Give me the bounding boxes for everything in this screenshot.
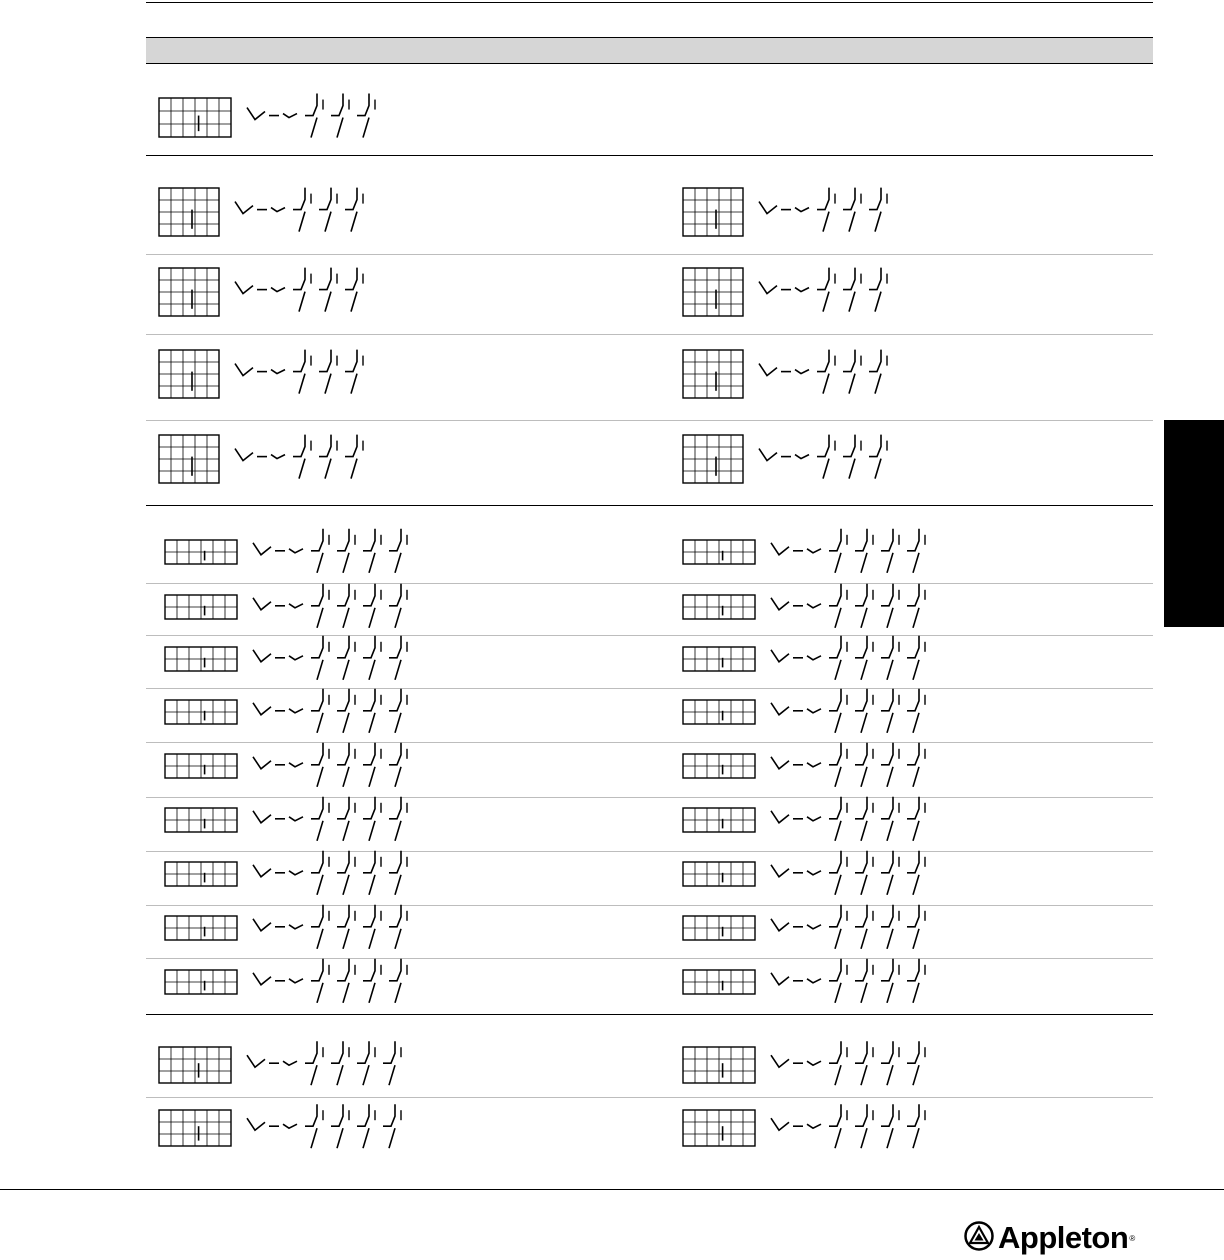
switch-diagram xyxy=(683,435,983,495)
switch-diagram xyxy=(683,916,983,976)
switch-diagram xyxy=(165,754,465,814)
switch-diagram xyxy=(683,808,983,868)
switch-diagram xyxy=(159,268,459,328)
triangle-in-circle-logo-icon xyxy=(964,1221,994,1256)
switch-diagram xyxy=(683,1047,983,1107)
switch-diagram xyxy=(165,647,465,707)
row-divider xyxy=(146,254,1153,255)
switch-diagram xyxy=(165,916,465,976)
switch-diagram xyxy=(683,700,983,760)
switch-diagram xyxy=(165,808,465,868)
switch-diagram xyxy=(165,970,465,1030)
footer-rule xyxy=(0,1189,1224,1190)
switch-diagram xyxy=(683,647,983,707)
switch-diagram xyxy=(159,350,459,410)
switch-diagram xyxy=(683,268,983,328)
switch-diagram xyxy=(165,540,465,600)
switch-diagram xyxy=(165,862,465,922)
brand-name: Appleton xyxy=(998,1220,1129,1255)
switch-diagram xyxy=(165,700,465,760)
switch-diagram xyxy=(159,188,459,248)
switch-diagram xyxy=(683,350,983,410)
switch-diagram xyxy=(683,1110,983,1170)
switch-diagram xyxy=(159,435,459,495)
switch-diagram xyxy=(683,754,983,814)
row-divider xyxy=(146,505,1153,506)
registered-mark: ® xyxy=(1129,1233,1136,1243)
switch-diagram xyxy=(683,188,983,248)
switch-diagram xyxy=(683,540,983,600)
section-tab xyxy=(1164,420,1224,627)
switch-diagram xyxy=(683,970,983,1030)
top-rule xyxy=(146,2,1153,3)
brand-logo xyxy=(964,1218,1135,1258)
switch-diagram xyxy=(159,98,459,158)
switch-diagram xyxy=(159,1110,459,1170)
row-divider xyxy=(146,420,1153,421)
switch-diagram xyxy=(165,595,465,655)
switch-diagram xyxy=(683,595,983,655)
table-header-band xyxy=(146,37,1153,64)
row-divider xyxy=(146,334,1153,335)
switch-diagram xyxy=(683,862,983,922)
switch-diagram xyxy=(159,1047,459,1107)
